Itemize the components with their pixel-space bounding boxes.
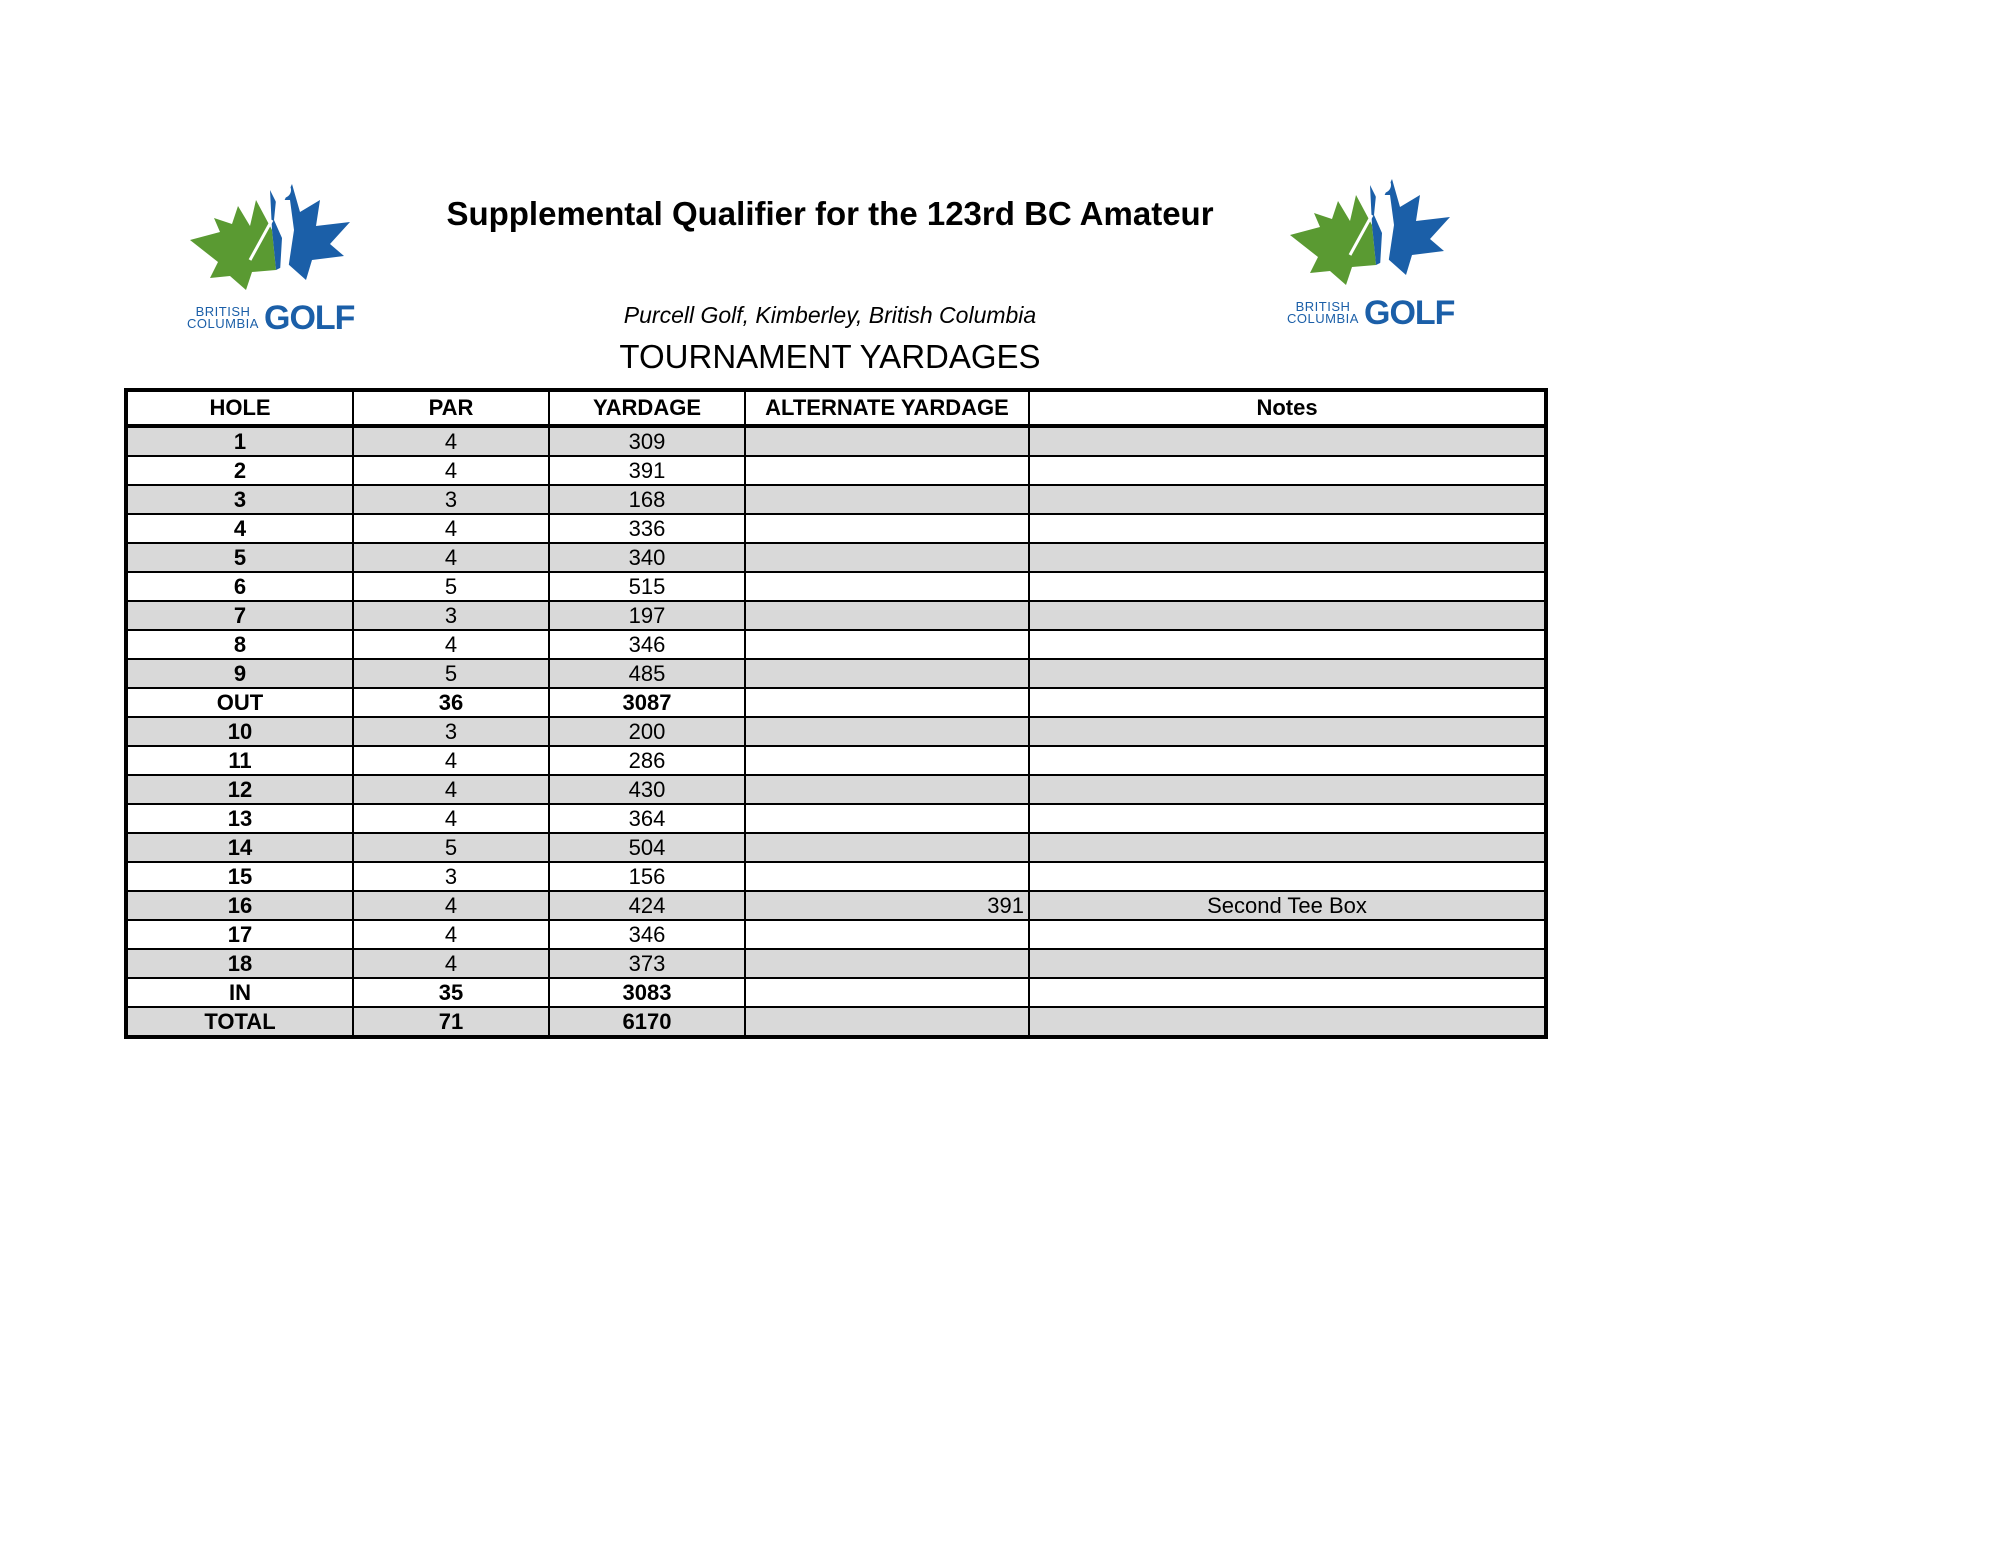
yardage-cell: 197 [549, 601, 745, 630]
alternate-yardage-cell [745, 746, 1029, 775]
logo-wordmark [1284, 295, 1464, 335]
section-heading: TOURNAMENT YARDAGES [619, 338, 1041, 375]
page-title: Supplemental Qualifier for the 123rd BC Amateur [446, 195, 1214, 232]
par-cell: 36 [353, 688, 549, 717]
alternate-yardage-cell [745, 920, 1029, 949]
logo-wordmark [184, 300, 364, 340]
hole-cell: 13 [126, 804, 353, 833]
table-row [126, 833, 1546, 862]
yardage-cell: 485 [549, 659, 745, 688]
yardage-cell: 346 [549, 630, 745, 659]
yardage-cell: 373 [549, 949, 745, 978]
table-row [126, 920, 1546, 949]
hole-cell: 17 [126, 920, 353, 949]
yardage-cell: 336 [549, 514, 745, 543]
hole-cell: 7 [126, 601, 353, 630]
alternate-yardage-cell [745, 833, 1029, 862]
table-row [126, 514, 1546, 543]
table-row [126, 688, 1546, 717]
table-row [126, 1007, 1546, 1037]
hole-cell: 18 [126, 949, 353, 978]
logo-line-columbia: COLUMBIA [187, 316, 259, 331]
yardage-cell: 200 [549, 717, 745, 746]
column-header-yardage: YARDAGE [549, 390, 745, 426]
notes-cell [1029, 601, 1546, 630]
table-row [126, 543, 1546, 572]
table-row [126, 862, 1546, 891]
maple-leaf-golfer-icon [180, 160, 360, 310]
alternate-yardage-cell [745, 601, 1029, 630]
alternate-yardage-cell [745, 630, 1029, 659]
par-cell: 4 [353, 775, 549, 804]
alternate-yardage-cell [745, 949, 1029, 978]
hole-cell: 10 [126, 717, 353, 746]
yardage-cell: 430 [549, 775, 745, 804]
notes-cell [1029, 949, 1546, 978]
yardage-cell: 424 [549, 891, 745, 920]
notes-cell [1029, 1007, 1546, 1037]
hole-cell: 11 [126, 746, 353, 775]
hole-cell: 8 [126, 630, 353, 659]
alternate-yardage-cell [745, 978, 1029, 1007]
alternate-yardage-cell [745, 688, 1029, 717]
yardage-cell: 3083 [549, 978, 745, 1007]
table-row [126, 978, 1546, 1007]
notes-cell [1029, 543, 1546, 572]
notes-cell [1029, 426, 1546, 456]
notes-cell [1029, 659, 1546, 688]
table-row [126, 485, 1546, 514]
alternate-yardage-cell [745, 659, 1029, 688]
table-row [126, 572, 1546, 601]
table-row [126, 630, 1546, 659]
notes-cell [1029, 833, 1546, 862]
logo-line-columbia: COLUMBIA [1287, 311, 1359, 326]
column-header-alternate-yardage: ALTERNATE YARDAGE [745, 390, 1029, 426]
par-cell: 5 [353, 833, 549, 862]
yardage-cell: 3087 [549, 688, 745, 717]
table-row [126, 746, 1546, 775]
notes-cell [1029, 514, 1546, 543]
yardage-cell: 340 [549, 543, 745, 572]
alternate-yardage-cell [745, 775, 1029, 804]
yardage-cell: 504 [549, 833, 745, 862]
notes-cell [1029, 920, 1546, 949]
alternate-yardage-cell [745, 456, 1029, 485]
venue-subtitle: Purcell Golf, Kimberley, British Columbia [623, 302, 1037, 328]
par-cell: 3 [353, 601, 549, 630]
yardage-cell: 515 [549, 572, 745, 601]
par-cell: 4 [353, 746, 549, 775]
logo-word-golf: GOLF [264, 299, 355, 337]
hole-cell: 6 [126, 572, 353, 601]
yardage-cell: 156 [549, 862, 745, 891]
notes-cell [1029, 978, 1546, 1007]
yardage-cell: 346 [549, 920, 745, 949]
par-cell: 3 [353, 862, 549, 891]
par-cell: 4 [353, 804, 549, 833]
hole-cell: 1 [126, 426, 353, 456]
column-header-par: PAR [353, 390, 549, 426]
par-cell: 4 [353, 456, 549, 485]
notes-cell [1029, 485, 1546, 514]
yardage-cell: 168 [549, 485, 745, 514]
notes-cell [1029, 746, 1546, 775]
table-row [126, 949, 1546, 978]
alternate-yardage-cell [745, 572, 1029, 601]
alternate-yardage-cell [745, 717, 1029, 746]
hole-cell: 3 [126, 485, 353, 514]
bc-golf-logo-left [180, 160, 360, 350]
hole-cell: 9 [126, 659, 353, 688]
column-header-hole: HOLE [126, 390, 353, 426]
yardage-table [124, 388, 1548, 1039]
par-cell: 4 [353, 630, 549, 659]
par-cell: 4 [353, 426, 549, 456]
notes-cell [1029, 717, 1546, 746]
table-header-row [126, 390, 1546, 426]
table-row [126, 717, 1546, 746]
alternate-yardage-cell: 391 [745, 891, 1029, 920]
notes-cell: Second Tee Box [1029, 891, 1546, 920]
hole-cell: 16 [126, 891, 353, 920]
table-row [126, 426, 1546, 456]
yardage-cell: 391 [549, 456, 745, 485]
hole-cell: TOTAL [126, 1007, 353, 1037]
logo-word-golf: GOLF [1364, 294, 1455, 332]
hole-cell: 5 [126, 543, 353, 572]
notes-cell [1029, 804, 1546, 833]
column-header-notes: Notes [1029, 390, 1546, 426]
alternate-yardage-cell [745, 543, 1029, 572]
table-row [126, 804, 1546, 833]
notes-cell [1029, 862, 1546, 891]
hole-cell: 15 [126, 862, 353, 891]
bc-golf-logo-right [1280, 155, 1460, 345]
par-cell: 3 [353, 717, 549, 746]
notes-cell [1029, 775, 1546, 804]
maple-leaf-golfer-icon [1280, 155, 1460, 305]
notes-cell [1029, 572, 1546, 601]
notes-cell [1029, 688, 1546, 717]
hole-cell: IN [126, 978, 353, 1007]
par-cell: 4 [353, 920, 549, 949]
par-cell: 71 [353, 1007, 549, 1037]
table-row [126, 601, 1546, 630]
alternate-yardage-cell [745, 426, 1029, 456]
alternate-yardage-cell [745, 804, 1029, 833]
yardage-cell: 286 [549, 746, 745, 775]
logo-line-british: BRITISH [1295, 299, 1351, 314]
table-row [126, 659, 1546, 688]
hole-cell: 14 [126, 833, 353, 862]
par-cell: 4 [353, 891, 549, 920]
table-row [126, 891, 1546, 920]
par-cell: 4 [353, 543, 549, 572]
alternate-yardage-cell [745, 862, 1029, 891]
par-cell: 35 [353, 978, 549, 1007]
notes-cell [1029, 456, 1546, 485]
par-cell: 5 [353, 572, 549, 601]
yardage-cell: 364 [549, 804, 745, 833]
par-cell: 4 [353, 514, 549, 543]
yardage-cell: 6170 [549, 1007, 745, 1037]
table-row [126, 456, 1546, 485]
hole-cell: 12 [126, 775, 353, 804]
notes-cell [1029, 630, 1546, 659]
hole-cell: OUT [126, 688, 353, 717]
alternate-yardage-cell [745, 514, 1029, 543]
par-cell: 4 [353, 949, 549, 978]
alternate-yardage-cell [745, 1007, 1029, 1037]
hole-cell: 4 [126, 514, 353, 543]
yardage-cell: 309 [549, 426, 745, 456]
hole-cell: 2 [126, 456, 353, 485]
logo-line-british: BRITISH [195, 304, 251, 319]
par-cell: 5 [353, 659, 549, 688]
alternate-yardage-cell [745, 485, 1029, 514]
table-row [126, 775, 1546, 804]
par-cell: 3 [353, 485, 549, 514]
